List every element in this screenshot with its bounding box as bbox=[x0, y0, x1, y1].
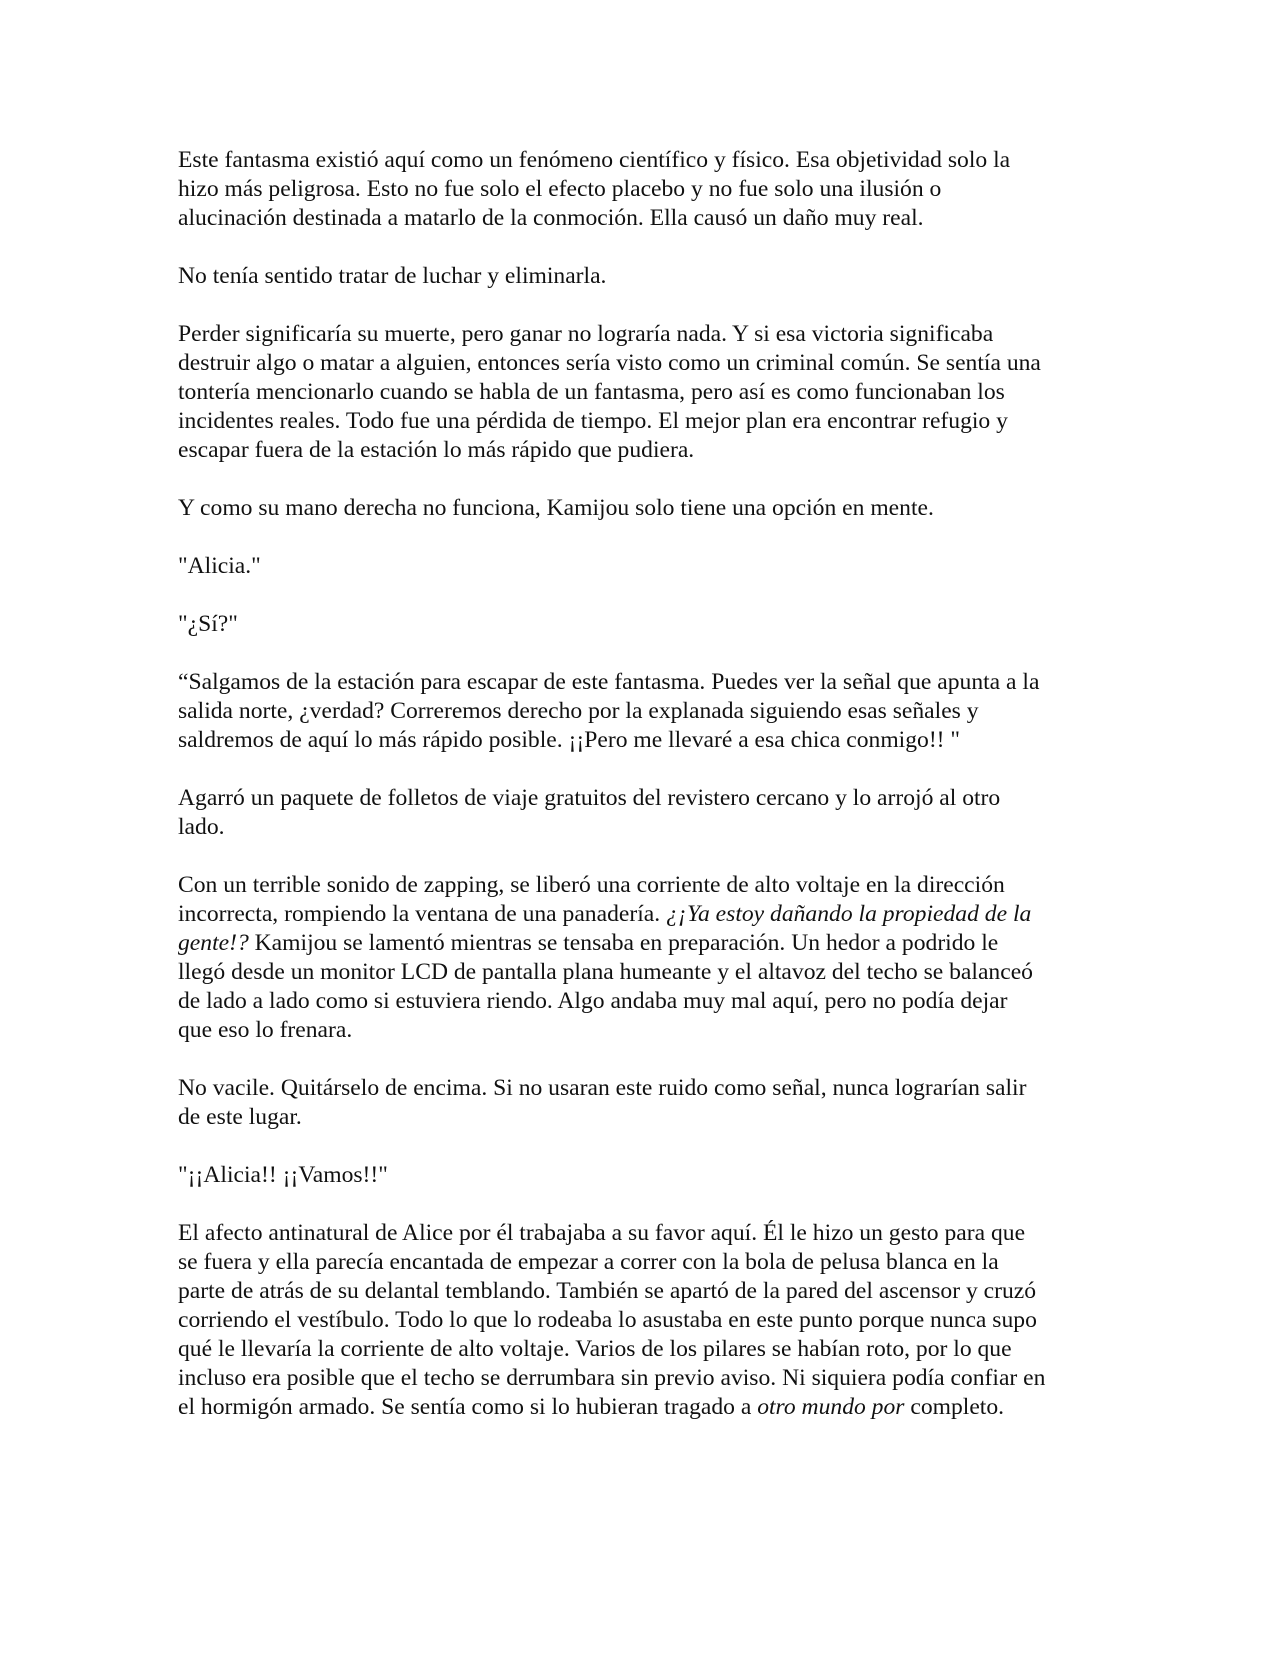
paragraph-9-text-end: Kamijou se lamentó mientras se tensaba en preparación. Un hedor a podrido le llegó desde un monitor LCD de pantalla plana humeante y el altavoz del techo se balanceó de lado a lado como si estuviera riendo. Algo andaba muy mal aquí, pero no podía dejar que eso lo frenara. bbox=[178, 930, 1033, 1043]
paragraph-5: "Alicia." bbox=[178, 553, 261, 579]
paragraph-11: "¡¡Alicia!! ¡¡Vamos!!" bbox=[178, 1162, 388, 1188]
paragraph-9 bbox=[178, 871, 1108, 1045]
document-page bbox=[178, 146, 1108, 1422]
paragraph-7: “Salgamos de la estación para escapar de este fantasma. Puedes ver la señal que apunta a la salida norte, ¿verdad? Correremos derecho por la explanada siguiendo esas señales y saldremos de aquí lo más rápido posible. ¡¡Pero me llevaré a esa chica conmigo!! " bbox=[178, 669, 1040, 753]
paragraph-2: No tenía sentido tratar de luchar y eliminarla. bbox=[178, 263, 607, 289]
paragraph-9-italic: ¿¡Ya estoy dañando la propiedad de la gente!? bbox=[178, 901, 1032, 956]
paragraph-12-text-start: El afecto antinatural de Alice por él trabajaba a su favor aquí. Él le hizo un gesto para que se fuera y ella parecía encantada de empezar a correr con la bola de pelusa blanca en la parte de atrás de su delantal temblando. También se apartó de la pared del ascensor y cruzó corriendo el vestíbulo. Todo lo que lo rodeaba lo asustaba en este punto porque nunca supo qué le llevaría la corriente de alto voltaje. Varios de los pilares se habían roto, por lo que incluso era posible que el techo se derrumbara sin previo aviso. Ni siquiera podía confiar en el hormigón armado. Se sentía como si lo hubieran tragado a bbox=[178, 1220, 1046, 1420]
paragraph-10: No vacile. Quitárselo de encima. Si no usaran este ruido como señal, nunca lograrían salir de este lugar. bbox=[178, 1075, 1027, 1130]
paragraph-3: Perder significaría su muerte, pero ganar no lograría nada. Y si esa victoria significaba destruir algo o matar a alguien, entonces sería visto como un criminal común. Se sentía una tontería mencionarlo cuando se habla de un fantasma, pero así es como funcionaban los incidentes reales. Todo fue una pérdida de tiempo. El mejor plan era encontrar refugio y escapar fuera de la estación lo más rápido que pudiera. bbox=[178, 321, 1041, 463]
paragraph-12-text-end: completo. bbox=[904, 1394, 1005, 1420]
paragraph-1: Este fantasma existió aquí como un fenómeno científico y físico. Esa objetividad solo la hizo más peligrosa. Esto no fue solo el efecto placebo y no fue solo una ilusión o alucinación destinada a matarlo de la conmoción. Ella causó un daño muy real. bbox=[178, 147, 1011, 231]
paragraph-8: Agarró un paquete de folletos de viaje gratuitos del revistero cercano y lo arrojó al otro lado. bbox=[178, 785, 1001, 840]
paragraph-12-italic: otro mundo por bbox=[757, 1394, 905, 1420]
paragraph-12 bbox=[178, 1219, 1108, 1422]
paragraph-9-text-start: Con un terrible sonido de zapping, se liberó una corriente de alto voltaje en la dirección incorrecta, rompiendo la ventana de una panadería. bbox=[178, 872, 1005, 927]
paragraph-6: "¿Sí?" bbox=[178, 611, 238, 637]
paragraph-4: Y como su mano derecha no funciona, Kamijou solo tiene una opción en mente. bbox=[178, 495, 934, 521]
